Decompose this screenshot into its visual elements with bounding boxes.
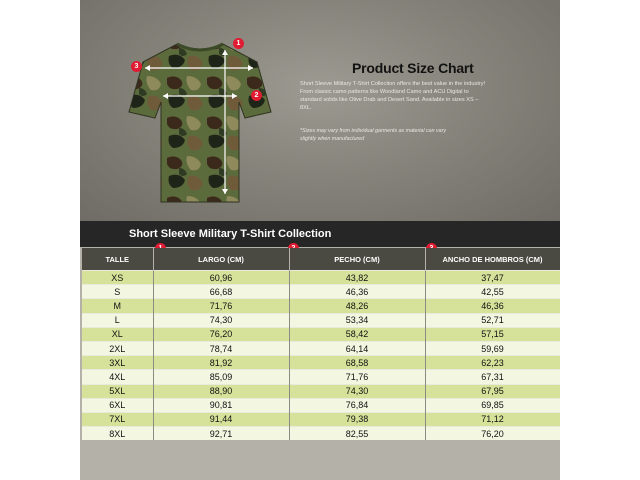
table-row xyxy=(82,271,560,285)
table-row xyxy=(82,356,560,370)
ancho-cell: 37,47 xyxy=(425,271,560,285)
size-note: *Sizes may vary from individual garments as material can vary slightly when manufactured xyxy=(300,128,447,142)
pecho-cell: 76,84 xyxy=(289,398,425,412)
size-cell: 4XL xyxy=(82,370,153,384)
pecho-cell: 68,58 xyxy=(289,356,425,370)
largo-cell: 76,20 xyxy=(153,327,289,341)
size-cell: M xyxy=(82,299,153,313)
largo-cell: 81,92 xyxy=(153,356,289,370)
size-cell: 7XL xyxy=(82,412,153,426)
ancho-cell: 52,71 xyxy=(425,313,560,327)
table-row xyxy=(82,398,560,412)
camo-tshirt-image xyxy=(125,34,275,209)
column-header-ancho-hombros: ANCHO DE HOMBROS (CM) xyxy=(425,248,560,271)
size-cell: 5XL xyxy=(82,384,153,398)
column-header-pecho: PECHO (CM) xyxy=(289,248,425,271)
pecho-cell: 64,14 xyxy=(289,341,425,355)
largo-cell: 71,76 xyxy=(153,299,289,313)
pecho-cell: 43,82 xyxy=(289,271,425,285)
pecho-cell: 48,26 xyxy=(289,299,425,313)
table-row xyxy=(82,412,560,426)
size-table xyxy=(82,248,560,440)
ancho-cell: 59,69 xyxy=(425,341,560,355)
size-cell: 3XL xyxy=(82,356,153,370)
page-title: Product Size Chart xyxy=(352,60,474,76)
largo-cell: 85,09 xyxy=(153,370,289,384)
size-chart-sheet xyxy=(80,0,560,480)
column-header-largo: LARGO (CM) xyxy=(153,248,289,271)
table-row xyxy=(82,285,560,299)
pecho-cell: 82,55 xyxy=(289,427,425,441)
marker-3-icon: 3 xyxy=(131,61,142,72)
table-row xyxy=(82,370,560,384)
largo-cell: 78,74 xyxy=(153,341,289,355)
size-cell: 8XL xyxy=(82,427,153,441)
largo-cell: 88,90 xyxy=(153,384,289,398)
collection-title: Short Sleeve Military T-Shirt Collection xyxy=(129,228,332,240)
largo-cell: 92,71 xyxy=(153,427,289,441)
table-header-row xyxy=(82,248,560,271)
size-cell: L xyxy=(82,313,153,327)
largo-cell: 66,68 xyxy=(153,285,289,299)
ancho-cell: 57,15 xyxy=(425,327,560,341)
column-header-talle: TALLE xyxy=(82,248,153,271)
table-row xyxy=(82,299,560,313)
size-cell: 2XL xyxy=(82,341,153,355)
size-cell: XS xyxy=(82,271,153,285)
pecho-cell: 71,76 xyxy=(289,370,425,384)
ancho-cell: 46,36 xyxy=(425,299,560,313)
pecho-cell: 79,38 xyxy=(289,412,425,426)
table-row xyxy=(82,327,560,341)
marker-1-icon: 1 xyxy=(233,38,244,49)
marker-2-icon: 2 xyxy=(251,90,262,101)
largo-cell: 90,81 xyxy=(153,398,289,412)
pecho-cell: 46,36 xyxy=(289,285,425,299)
pecho-cell: 58,42 xyxy=(289,327,425,341)
table-row xyxy=(82,313,560,327)
product-description: Short Sleeve Military T-Shirt Collection offers the best value in the industry! From classic camo patterns like Woodland Camo and ACU Digital to standard solids like Olive Drab and Desert Sand. Available in sizes XS – 8XL. xyxy=(300,81,486,111)
hero-panel xyxy=(80,0,560,221)
largo-cell: 60,96 xyxy=(153,271,289,285)
table-row xyxy=(82,384,560,398)
largo-cell: 74,30 xyxy=(153,313,289,327)
size-cell: 6XL xyxy=(82,398,153,412)
pecho-cell: 74,30 xyxy=(289,384,425,398)
largo-cell: 91,44 xyxy=(153,412,289,426)
ancho-cell: 71,12 xyxy=(425,412,560,426)
table-row xyxy=(82,341,560,355)
ancho-cell: 69,85 xyxy=(425,398,560,412)
ancho-cell: 76,20 xyxy=(425,427,560,441)
table-row xyxy=(82,427,560,441)
pecho-cell: 53,34 xyxy=(289,313,425,327)
ancho-cell: 42,55 xyxy=(425,285,560,299)
size-cell: XL xyxy=(82,327,153,341)
ancho-cell: 67,95 xyxy=(425,384,560,398)
ancho-cell: 62,23 xyxy=(425,356,560,370)
size-cell: S xyxy=(82,285,153,299)
ancho-cell: 67,31 xyxy=(425,370,560,384)
